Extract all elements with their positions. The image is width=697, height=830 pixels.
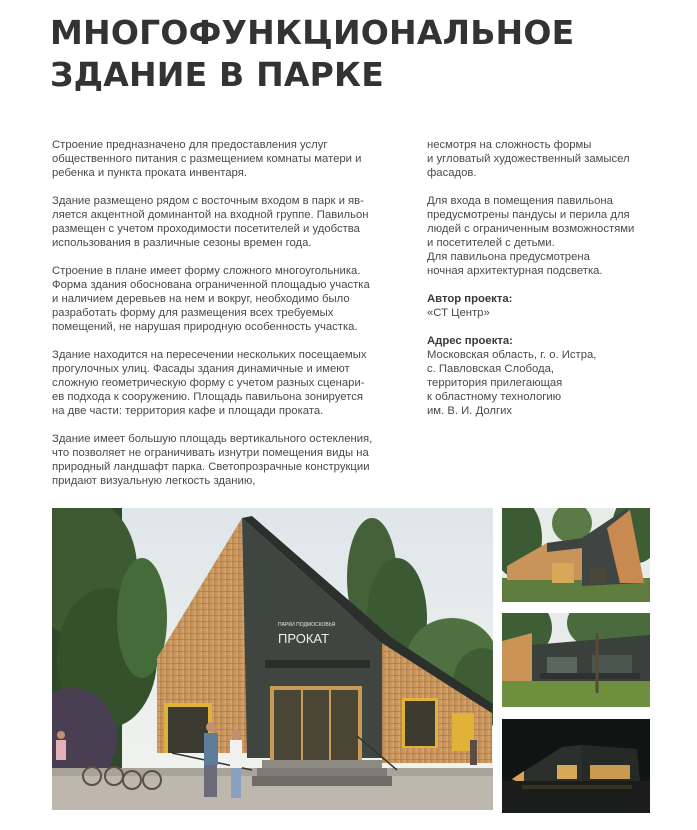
paragraph-continuation (427, 138, 662, 180)
paragraph-facades (52, 348, 407, 418)
paragraph-purpose (52, 138, 407, 180)
right-text-column (427, 138, 662, 432)
sign-text-prokat: ПРОКАТ (278, 631, 330, 646)
text-line: и посетителей с детьми. (427, 237, 555, 249)
text-line: ночная архитектурная подсветка. (427, 265, 603, 277)
text-line: фасадов. (427, 167, 477, 179)
text-line: придают визуальную легкость зданию, (52, 475, 256, 487)
author-value: «СТ Центр» (427, 307, 490, 319)
text-line: Строение в плане имеет форму сложного многоугольника. (52, 265, 361, 277)
text-line: ев подхода к сооружению. Площадь павильона зонируется (52, 391, 363, 403)
text-line: на две части: территория кафе и площади проката. (52, 405, 324, 417)
title-line-2: ЗДАНИЕ В ПАРКЕ (50, 55, 384, 94)
text-line: Для входа в помещения павильона (427, 195, 613, 207)
address-block (427, 334, 662, 418)
text-line: Здание имеет большую площадь вертикального остекления, (52, 433, 373, 445)
text-line: общественного питания с размещением комнаты матери и (52, 153, 362, 165)
address-line: территория прилегающая (427, 377, 563, 389)
text-line: людей с ограниченным возможностями (427, 223, 635, 235)
page-title (50, 12, 650, 96)
author-label: Автор проекта: (427, 293, 513, 305)
main-building-render (52, 508, 493, 810)
address-label: Адрес проекта: (427, 335, 513, 347)
address-line: Московская область, г. о. Истра, (427, 349, 597, 361)
text-line: сложную геометрическую форму с учетом разных сценари- (52, 377, 365, 389)
text-line: использования в различные сезоны времен года. (52, 237, 312, 249)
text-line: Для павильона предусмотрена (427, 251, 590, 263)
text-line: Строение предназначено для предоставления услуг (52, 139, 328, 151)
address-line: с. Павловская Слобода, (427, 363, 555, 375)
text-line: ляется акцентной доминантой на входной группе. Павильон (52, 209, 369, 221)
author-block (427, 292, 662, 320)
text-line: и угловатый художественный замысел (427, 153, 630, 165)
address-line: к областному технологию (427, 391, 562, 403)
title-line-1: МНОГОФУНКЦИОНАЛЬНОЕ (50, 13, 575, 52)
text-line: что позволяет не ограничивать изнутри помещения виды на (52, 447, 369, 459)
text-line: несмотря на сложность формы (427, 139, 592, 151)
text-line: Здание размещено рядом с восточным входом в парк и яв- (52, 195, 364, 207)
text-line: Здание находится на пересечении нескольких посещаемых (52, 349, 367, 361)
text-line: Форма здания обоснована ограниченной площадью участка (52, 279, 370, 291)
thumbnail-terrace-view (502, 613, 650, 707)
text-line: размещен с учетом проходимости посетителей и удобства (52, 223, 360, 235)
address-line: им. В. И. Долгих (427, 405, 513, 417)
text-line: ребенка и пункта проката инвентаря. (52, 167, 247, 179)
text-line: разработать форму для размещения всех требуемых (52, 307, 334, 319)
thumbnail-day-view (502, 508, 650, 602)
paragraph-accessibility (427, 194, 662, 278)
thumbnail-night-view (502, 719, 650, 813)
text-line: предусмотрены пандусы и перила для (427, 209, 630, 221)
sign-logo-text: ПАРКИ ПОДМОСКОВЬЯ (278, 622, 336, 628)
paragraph-glazing (52, 432, 407, 488)
paragraph-location (52, 194, 407, 250)
text-line: и наличием деревьев на нем и вокруг, необходимо было (52, 293, 350, 305)
text-line: помещений, не нарушая природную особенность участка. (52, 321, 358, 333)
paragraph-plan (52, 264, 407, 334)
text-line: природный ландшафт парка. Светопрозрачные конструкции (52, 461, 370, 473)
text-line: прогулочных улиц. Фасады здания динамичные и имеют (52, 363, 350, 375)
left-text-column (52, 138, 407, 502)
